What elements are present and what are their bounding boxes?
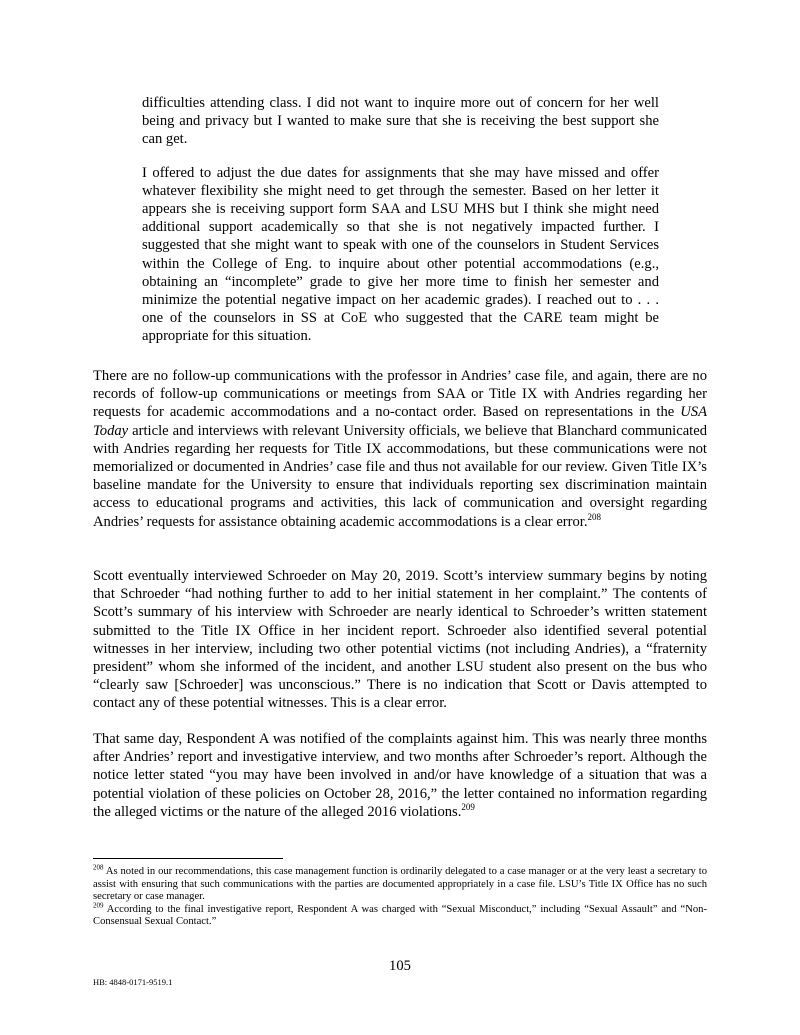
- footnote-text: As noted in our recommendations, this case management function is ordinarily delegated to a case manager or at the very least a secretary to assist with ensuring that such communications with the parties are documented appropriately in a case file. LSU’s Title IX Office has no such secretary or case manager.: [93, 866, 707, 903]
- publication-title: USA Today: [93, 404, 707, 439]
- footnotes: [93, 863, 707, 929]
- footnote-number: 208: [93, 863, 104, 872]
- footnote-number: 209: [93, 901, 104, 910]
- block-quote: [142, 94, 659, 361]
- body-paragraph-1-text-a: There are no follow-up communications with the professor in Andries’ case file, and again, there are no records of follow-up communications or meetings from SAA or Title IX with Andries regarding her requests for academic accommodations and a no-contact order. Based on representations in the: [93, 368, 707, 421]
- body-paragraph-3-text: That same day, Respondent A was notified of the complaints against him. This was nearly three months after Andries’ report and investigative interview, and two months after Schroeder’s report. Although the notice letter stated “you may have been involved in and/or have knowledge of a situation that was a potential violation of these policies on October 28, 2016,” the letter contained no information regarding the alleged victims or the nature of the alleged 2016 violations.: [93, 731, 707, 820]
- body-paragraph-1-text-b: article and interviews with relevant University officials, we believe that Blanchard communicated with Andries regarding her requests for Title IX accommodations, but these communications were not memorialized or documented in Andries’ case file and thus not available for our review. Given Title IX’s baseline mandate for the University to ensure that individuals reporting sex discrimination maintain access to educational programs and activities, this lack of communication and oversight regarding Andries’ requests for assistance obtaining academic accommodations is a clear error.: [93, 422, 707, 530]
- quote-paragraph-2: I offered to adjust the due dates for assignments that she may have missed and offer whatever flexibility she might need to get through the semester. Based on her letter it appears she is receiving support form SAA and LSU MHS but I think she might need additional support academically so that she is not negatively impacted further. I suggested that she might want to speak with one of the counselors in Student Services within the College of Eng. to inquire about other potential accommodations (e.g., obtaining an “incomplete” grade to give her more time to finish her semester and minimize the potential negative impact on her academic grades). I reached out to . . . one of the counselors in SS at CoE who suggested that the CARE team might be appropriate for this situation.: [142, 164, 659, 345]
- page-number: 105: [389, 958, 411, 974]
- quote-paragraph-1: difficulties attending class. I did not want to inquire more out of concern for her well being and privacy but I wanted to make sure that she is receiving the best support she can get.: [142, 95, 659, 148]
- document-id: HB: 4848-0171-9519.1: [93, 977, 173, 987]
- body-paragraph-2-text: Scott eventually interviewed Schroeder on May 20, 2019. Scott’s interview summary begins by noting that Schroeder “had nothing further to add to her initial statement in her complaint.” The contents of Scott’s summary of his interview with Schroeder are nearly identical to Schroeder’s written statement submitted to the Title IX Office in her incident report. Schroeder also identified several potential witnesses in her interview, including two other potential victims (not including Andries), a “fraternity president” whom she informed of the incident, and another LSU student also present on the bus who “clearly saw [Schroeder] was unconscious.” There is no indication that Scott or Davis attempted to contact any of these potential witnesses. This is a clear error.: [93, 568, 707, 712]
- footnote-ref-208[interactable]: 208: [587, 511, 602, 522]
- footnote-209: [93, 901, 707, 929]
- footnote-text: According to the final investigative report, Respondent A was charged with “Sexual Misconduct,” including “Sexual Assault” and “Non-Consensual Sexual Contact.”: [93, 903, 707, 928]
- body-paragraph-1: [93, 367, 707, 531]
- footnote-ref-209[interactable]: 209: [461, 801, 475, 812]
- body-paragraph-2: [93, 567, 707, 713]
- body-paragraph-3: [93, 730, 707, 821]
- footnote-divider: [93, 858, 283, 859]
- footnote-208: [93, 863, 707, 904]
